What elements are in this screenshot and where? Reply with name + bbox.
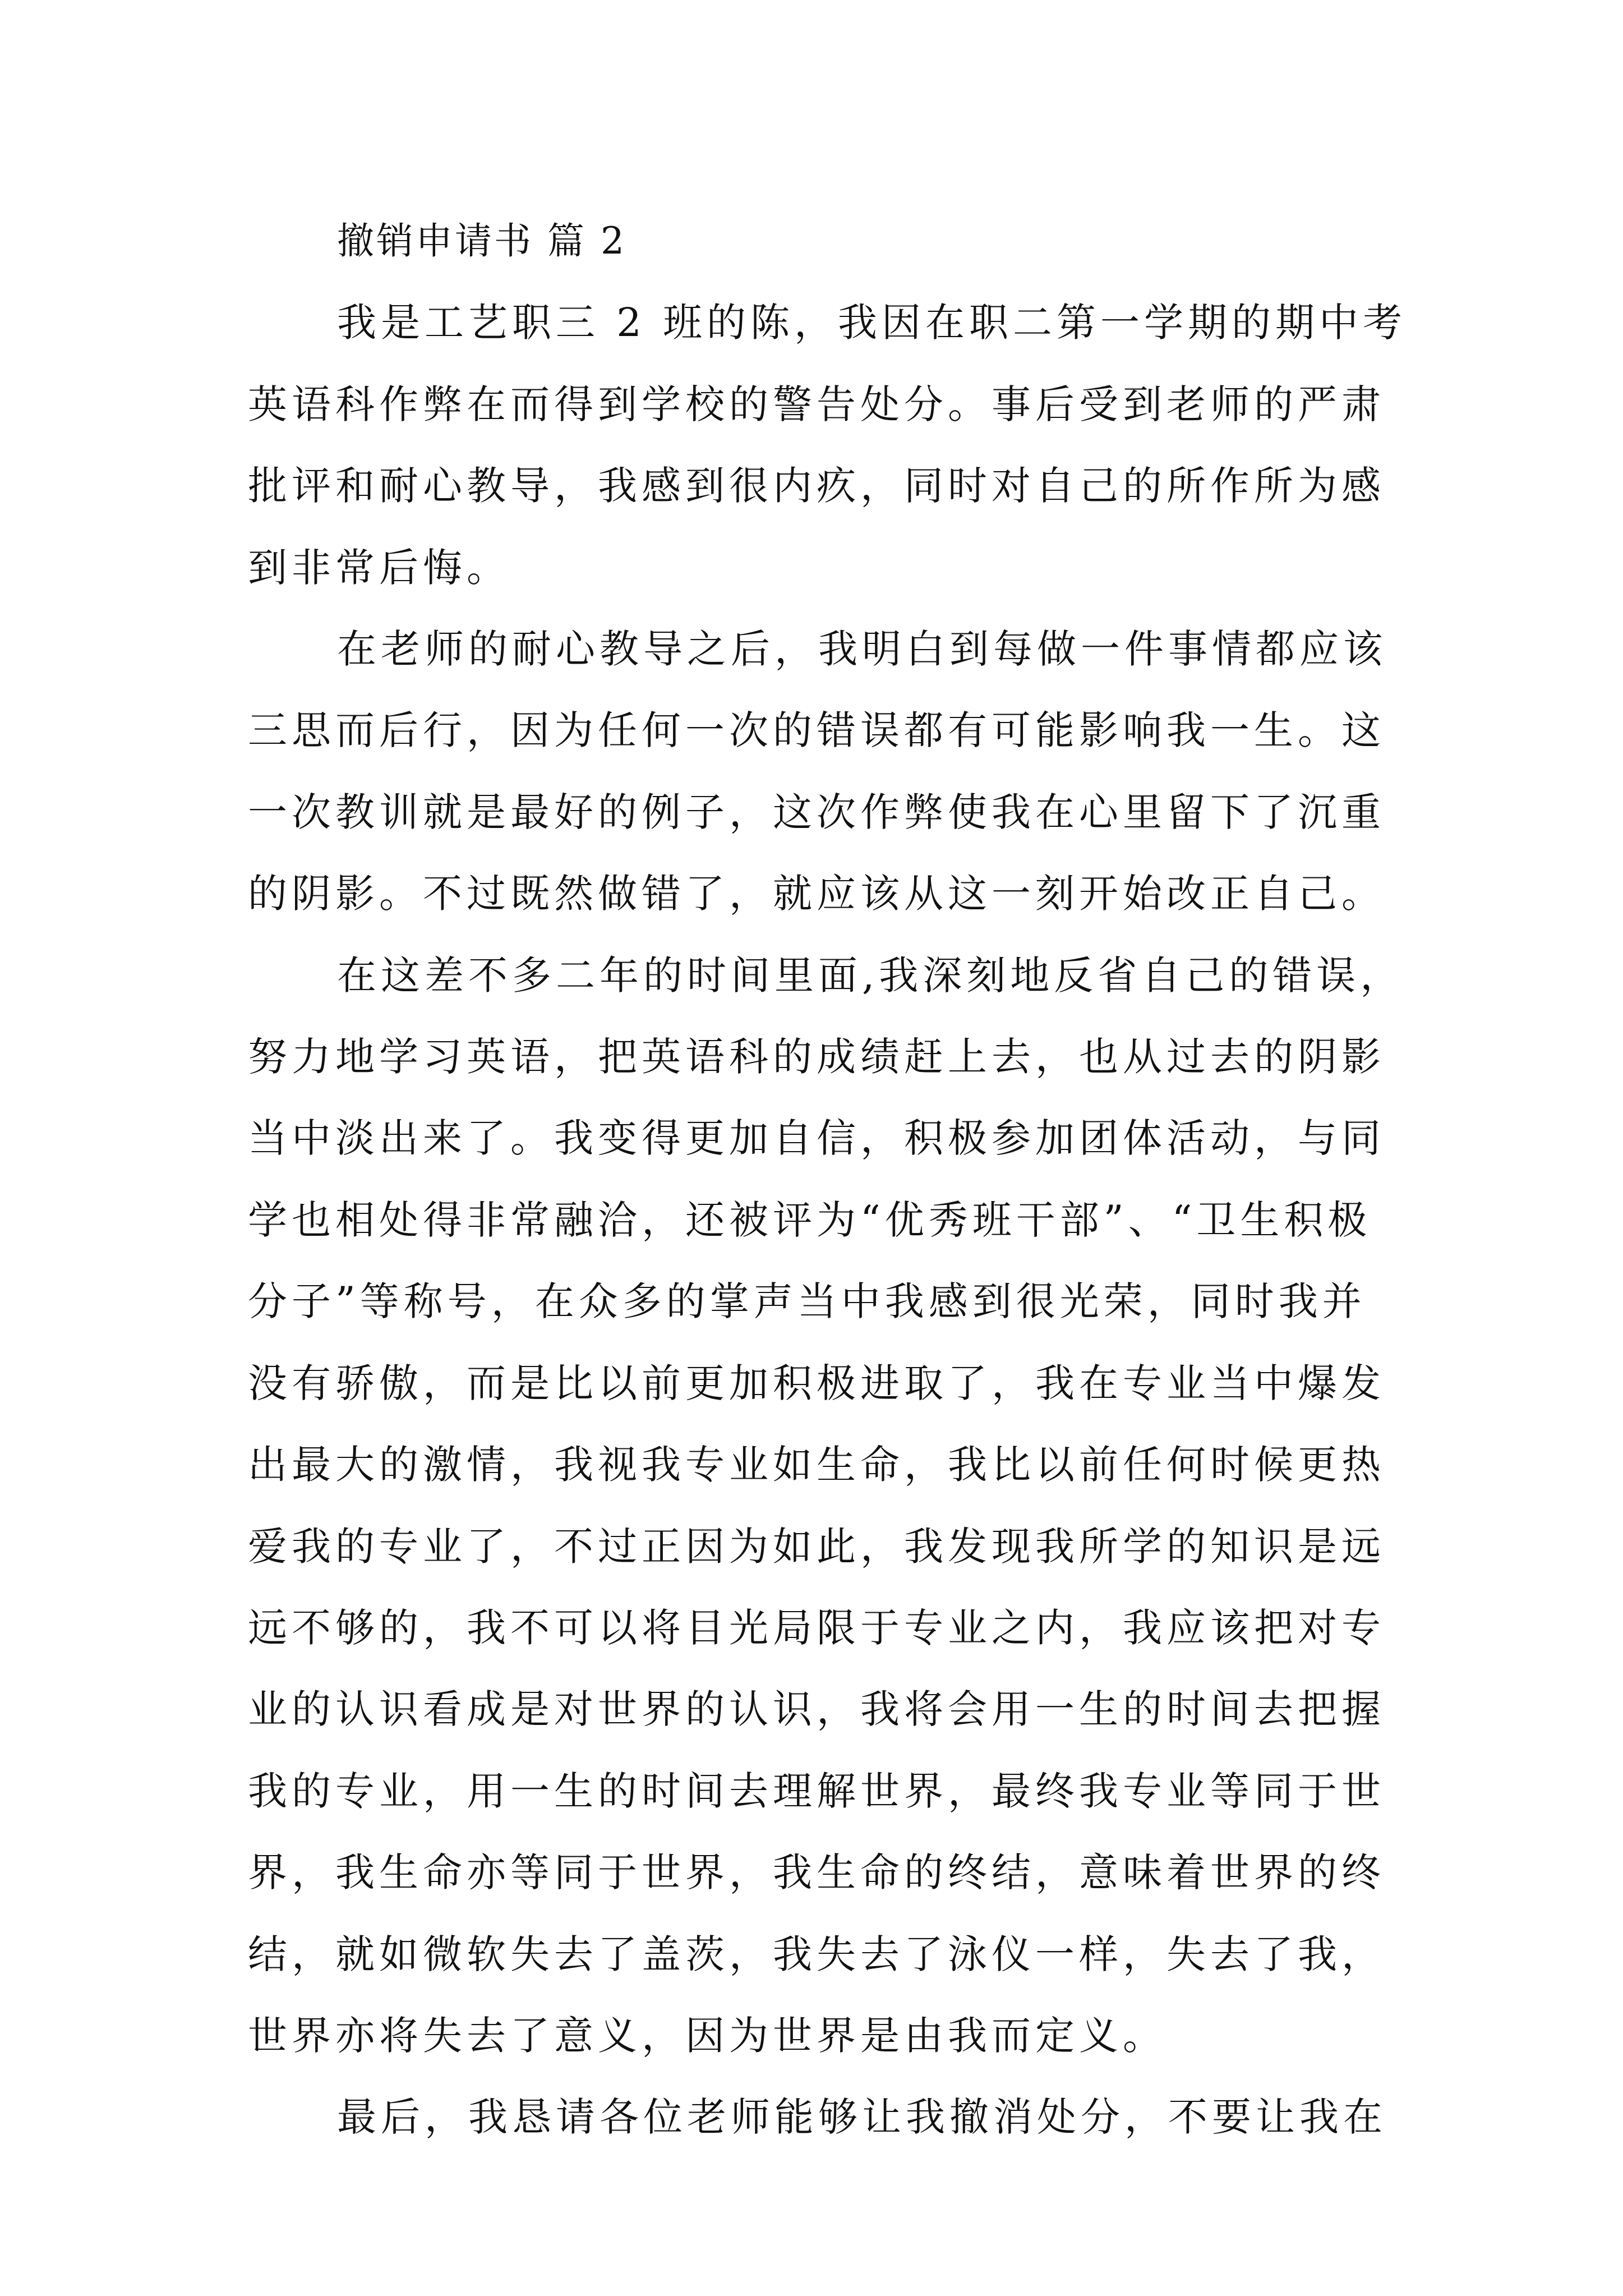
paragraph-line: 世界亦将失去了意义，因为世界是由我而定义。 — [248, 2013, 1166, 2059]
paragraph-line: 在这差不多二年的时间里面,我深刻地反省自己的错误， — [337, 953, 1404, 999]
paragraph-line: 到非常后悔。 — [248, 545, 510, 591]
paragraph-line: 批评和耐心教导，我感到很内疚，同时对自己的所作所为感 — [248, 463, 1385, 509]
paragraph-line: 出最大的激情，我视我专业如生命，我比以前任何时候更热 — [248, 1442, 1385, 1488]
paragraph-line: 三思而后行，因为任何一次的错误都有可能影响我一生。这 — [248, 707, 1385, 753]
paragraph-line: 一次教训就是最好的例子，这次作弊使我在心里留下了沉重 — [248, 789, 1385, 835]
paragraph-line: 我是工艺职三 2 班的陈，我因在职二第一学期的期中考 — [337, 300, 1407, 346]
paragraph-line: 界，我生命亦等同于世界，我生命的终结，意味着世界的终 — [248, 1849, 1385, 1895]
paragraph-line: 我的专业，用一生的时间去理解世界，最终我专业等同于世 — [248, 1768, 1385, 1814]
paragraph-line: 英语科作弊在而得到学校的警告处分。事后受到老师的严肃 — [248, 381, 1385, 427]
paragraph-line: 当中淡出来了。我变得更加自信，积极参加团体活动，与同 — [248, 1115, 1385, 1161]
paragraph-line: 努力地学习英语，把英语科的成绩赶上去，也从过去的阴影 — [248, 1034, 1385, 1080]
paragraph-line: 分子”等称号，在众多的掌声当中我感到很光荣，同时我并 — [248, 1278, 1366, 1324]
paragraph-line: 爱我的专业了，不过正因为如此，我发现我所学的知识是远 — [248, 1524, 1385, 1570]
paragraph-line: 远不够的，我不可以将目光局限于专业之内，我应该把对专 — [248, 1605, 1385, 1651]
paragraph-line: 的阴影。不过既然做错了，就应该从这一刻开始改正自己。 — [248, 871, 1385, 917]
paragraph-line: 业的认识看成是对世界的认识，我将会用一生的时间去把握 — [248, 1686, 1385, 1732]
document-title: 撤销申请书 篇 2 — [337, 219, 626, 263]
paragraph-line: 没有骄傲，而是比以前更加积极进取了，我在专业当中爆发 — [248, 1360, 1385, 1406]
paragraph-line: 学也相处得非常融洽，还被评为“优秀班干部”、“卫生积极 — [248, 1197, 1372, 1243]
paragraph-line: 在老师的耐心教导之后，我明白到每做一件事情都应该 — [337, 626, 1387, 672]
paragraph-line: 结，就如微软失去了盖茨，我失去了泳仪一样，失去了我， — [248, 1931, 1385, 1977]
paragraph-line: 最后，我恳请各位老师能够让我撤消处分，不要让我在 — [337, 2094, 1387, 2140]
